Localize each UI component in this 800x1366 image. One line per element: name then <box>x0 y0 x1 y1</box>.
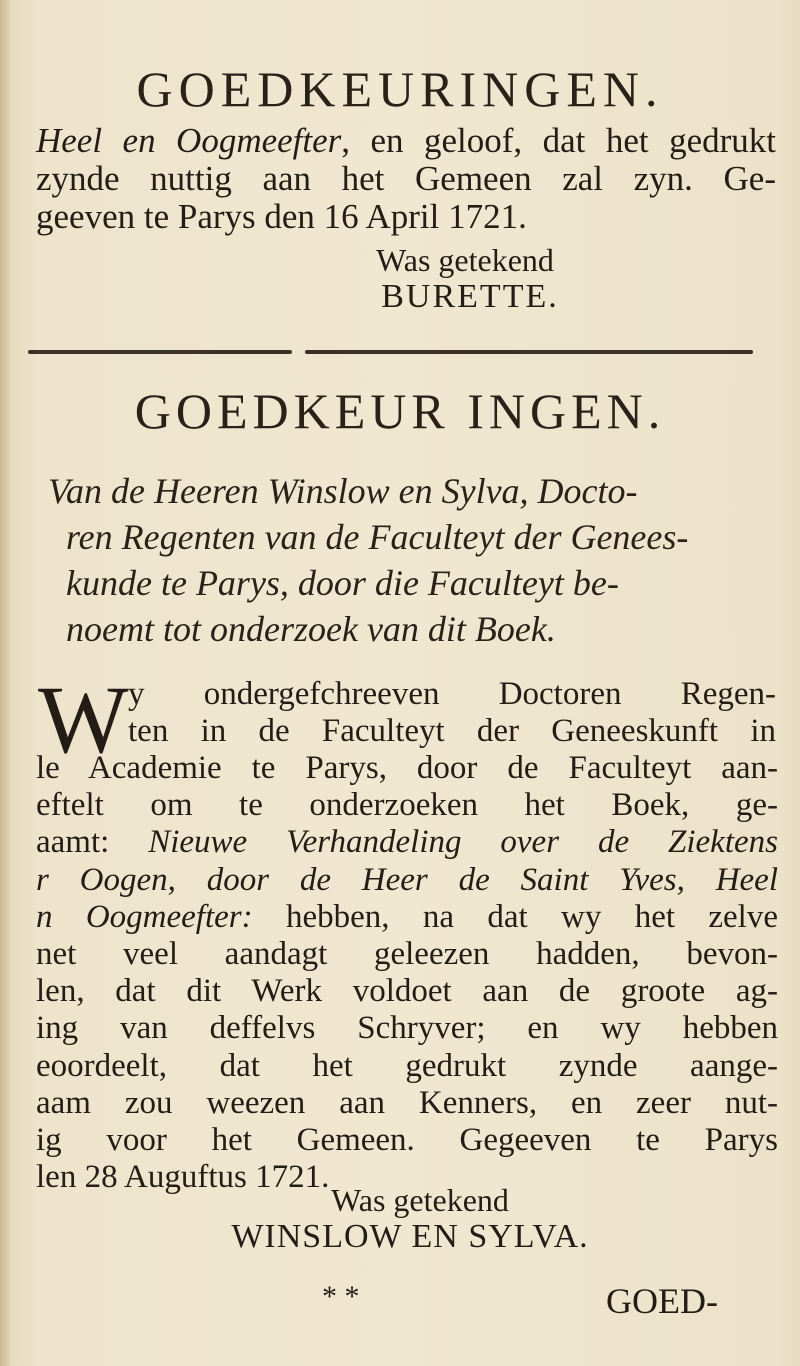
body-indented <box>128 676 776 750</box>
body-line-11: eoordeelt, dat het gedrukt zynde aange- <box>36 1047 778 1084</box>
bottom-signed-label: Was getekend <box>331 1182 509 1218</box>
bottom-signers: WINSLOW EN SYLVA. <box>231 1218 589 1255</box>
drop-cap: W <box>38 666 129 773</box>
top-line-3: geeven te Parys den 16 April 1721. <box>36 197 527 236</box>
top-heading: GOEDKEURINGEN. <box>136 61 664 117</box>
subheading-line-2: ren Regenten van de Faculteyt der Genees- <box>66 517 689 557</box>
top-signed-label: Was getekend <box>376 242 554 278</box>
signature-mark: * * <box>322 1280 360 1313</box>
body-line-5: aamt: Nieuwe Verhandeling over de Ziektens <box>36 824 778 861</box>
subheading-line-4: noemt tot onderzoek van dit Boek. <box>66 609 556 649</box>
body-line-1: y ondergefchreeven Doctoren Regen- <box>128 676 776 712</box>
top-line-2: zynde nuttig aan het Gemeen zal zyn. Ge- <box>36 159 776 198</box>
subheading-line-1: Van de Heeren Winslow en Sylva, Docto- <box>48 471 638 511</box>
body-paragraph <box>36 750 778 1196</box>
body-line-13: ig voor het Gemeen. Gegeeven te Parys <box>36 1122 778 1159</box>
page-gutter <box>0 0 10 1366</box>
body-line-6: r Oogen, door de Heer de Saint Yves, Heel <box>36 861 778 898</box>
body-line-2: ten in de Faculteyt der Geneeskunft in <box>128 713 776 750</box>
body-line-4: eftelt om te onderzoeken het Boek, ge- <box>36 787 778 824</box>
body-line-3: le Academie te Parys, door de Faculteyt aan- <box>36 750 778 786</box>
body-line-14: len 28 Auguftus 1721. <box>36 1159 330 1196</box>
body-line-9: len, dat dit Werk voldoet aan de groote ag- <box>36 973 778 1010</box>
subheading-line-3: kunde te Parys, door die Faculteyt be- <box>66 563 619 603</box>
body-line-10: ing van deffelvs Schryver; en wy hebben <box>36 1010 778 1047</box>
bottom-heading: GOEDKEUR INGEN. <box>134 383 666 439</box>
subheading <box>48 468 778 652</box>
divider-rule-left <box>28 350 292 354</box>
divider-rule-right <box>305 350 753 354</box>
body-line-8: net veel aandagt geleezen hadden, bevon- <box>36 936 778 973</box>
top-line-1: Heel en Oogmeefter, en geloof, dat het gedrukt <box>36 121 776 160</box>
body-line-7: n Oogmeefter: hebben, na dat wy het zelve <box>36 898 778 935</box>
top-signer: BURETTE. <box>381 278 559 315</box>
body-line-12: aam zou weezen aan Kenners, en zeer nut- <box>36 1084 778 1121</box>
top-paragraph <box>36 122 776 236</box>
catchword: GOED- <box>606 1281 718 1321</box>
